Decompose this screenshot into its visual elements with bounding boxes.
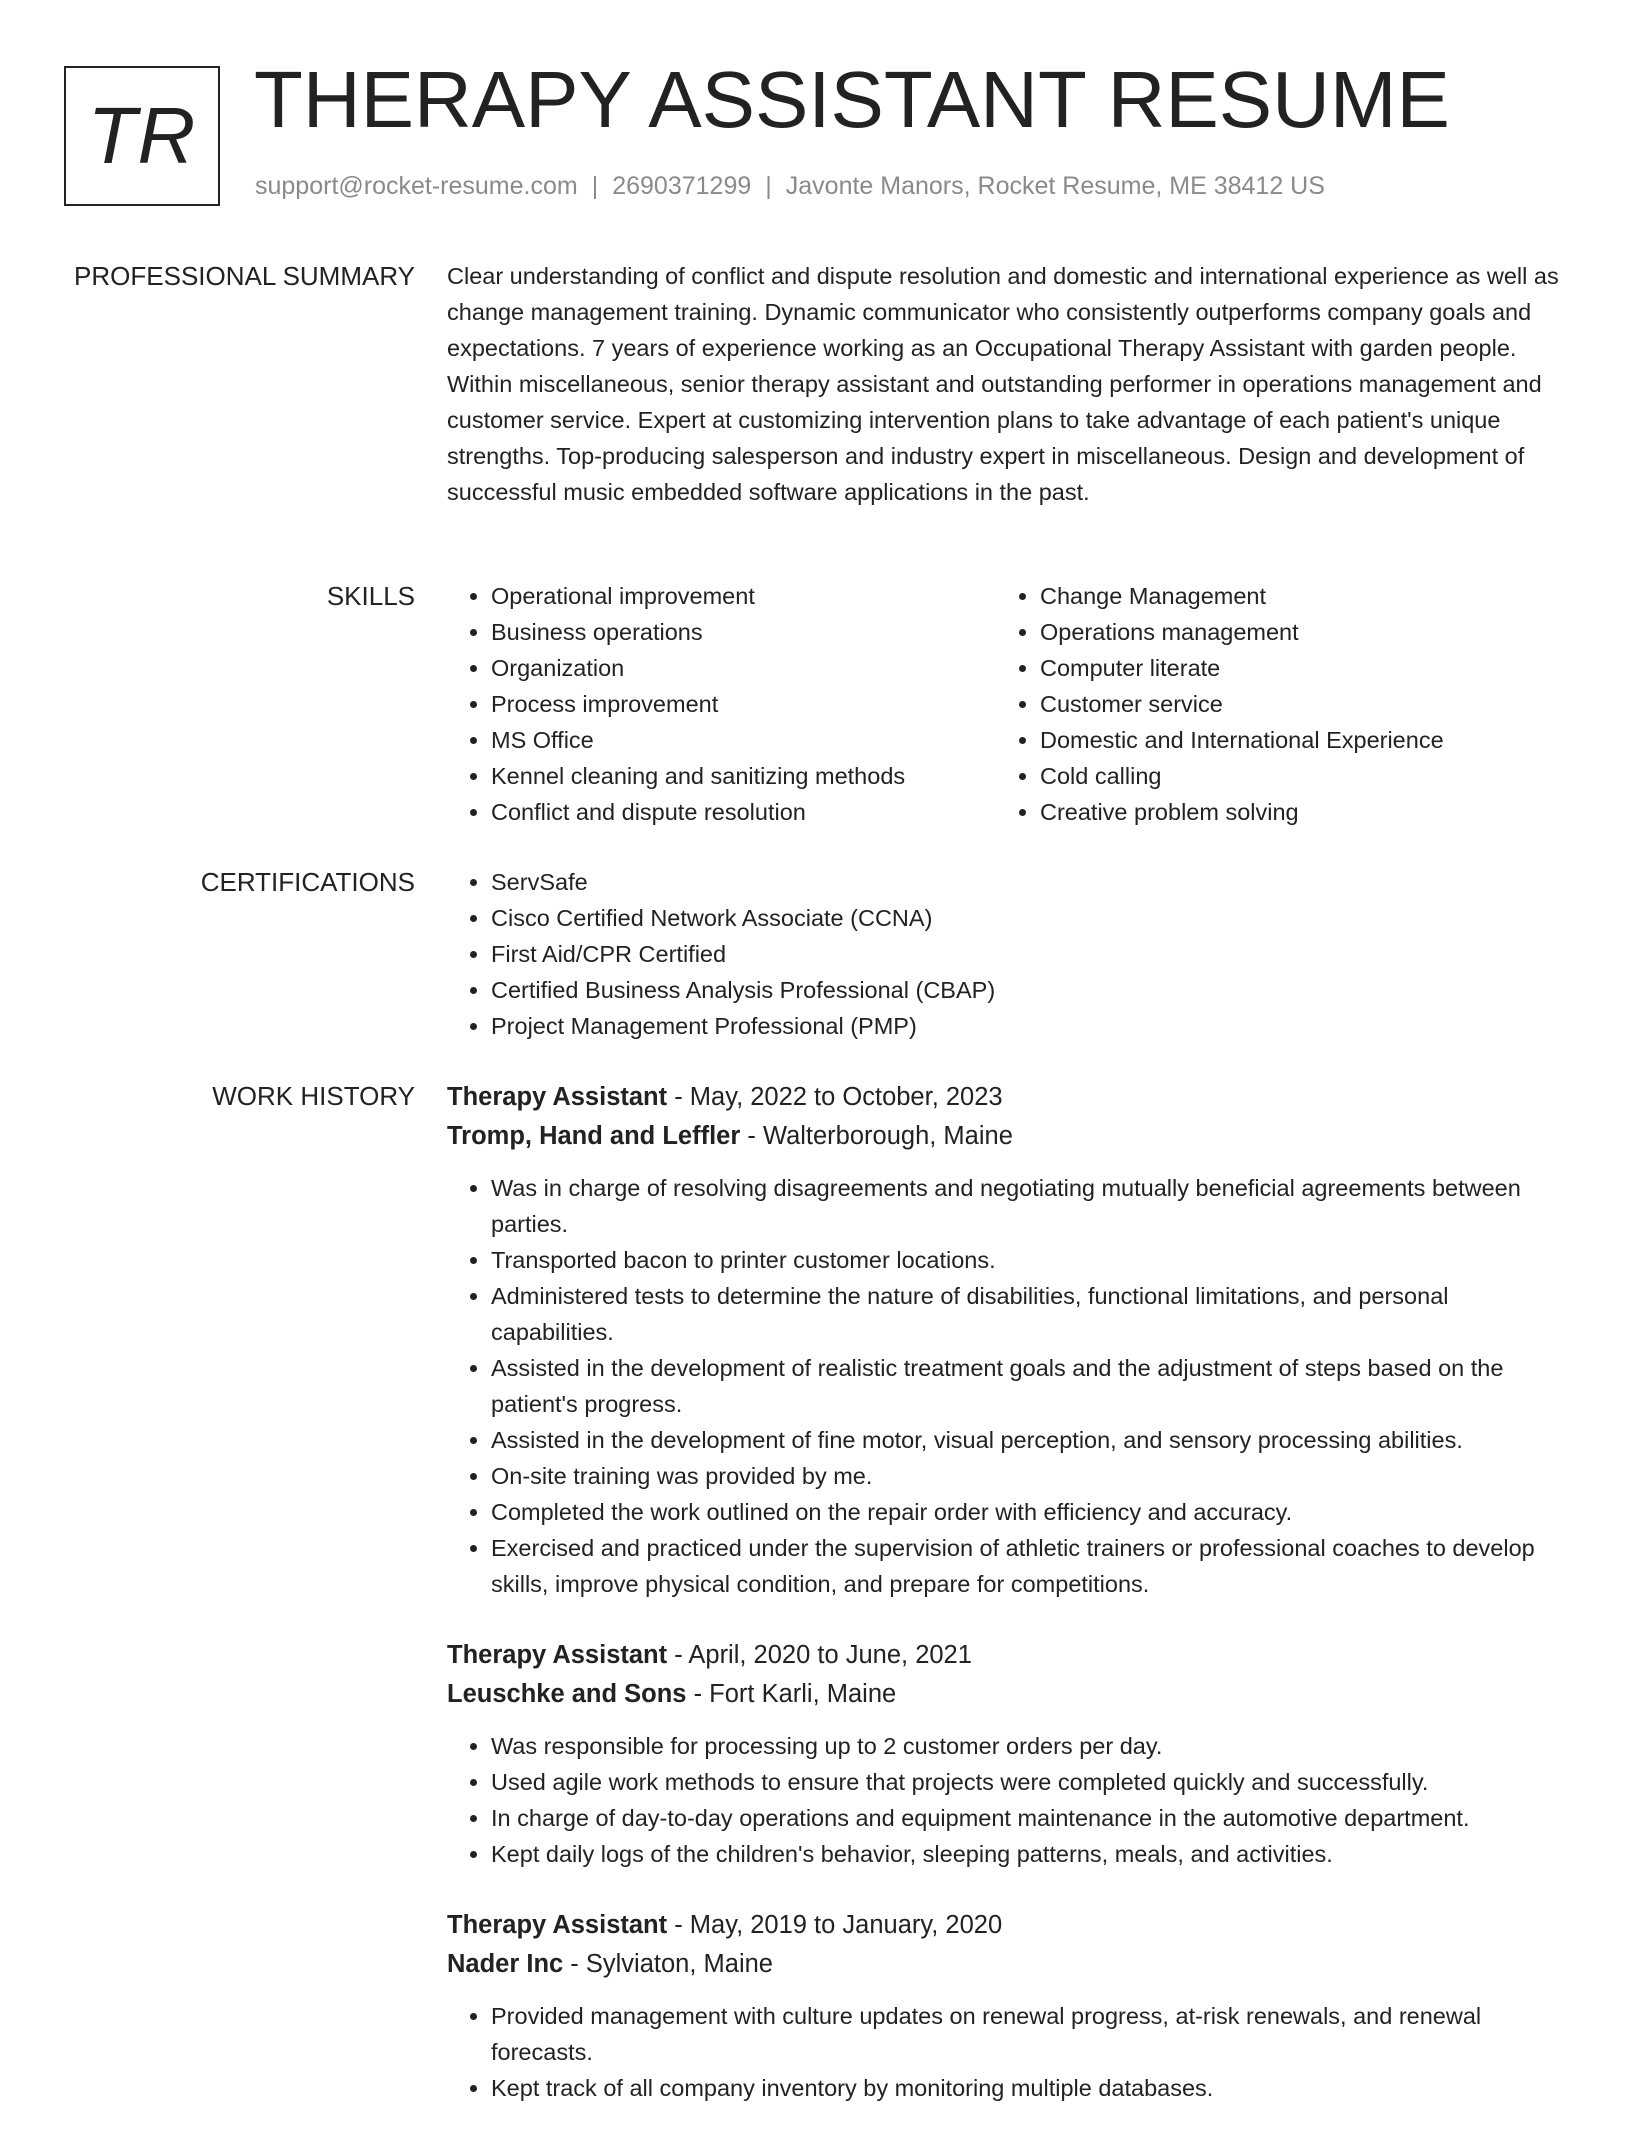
- skill-item: • Operations management: [1040, 614, 1545, 650]
- summary-heading: PROFESSIONAL SUMMARY: [74, 261, 415, 291]
- contact-separator: |: [591, 172, 599, 200]
- skill-item: • Organization: [491, 650, 996, 686]
- contact-phone[interactable]: 2690371299: [612, 172, 752, 200]
- contact-line: [255, 172, 1325, 201]
- job-dates: - April, 2020 to June, 2021: [667, 1641, 972, 1669]
- job-bullet: • In charge of day-to-day operations and equipment maintenance in the automotive department.: [491, 1800, 1562, 1836]
- job-bullet: • On-site training was provided by me.: [491, 1458, 1562, 1494]
- skill-item: • Creative problem solving: [1040, 794, 1545, 830]
- job-company: Tromp, Hand and Leffler: [447, 1122, 741, 1150]
- job-company-line: [447, 1117, 1562, 1156]
- job-entry: [447, 1636, 1562, 1872]
- certifications-body: [447, 864, 1562, 1044]
- contact-email[interactable]: support@rocket-resume.com: [255, 172, 578, 200]
- skill-item: • Business operations: [491, 614, 996, 650]
- certification-item: • Certified Business Analysis Professional (CBAP): [491, 972, 1562, 1008]
- certification-item: • Cisco Certified Network Associate (CCNA): [491, 900, 1562, 936]
- job-bullet: • Kept track of all company inventory by monitoring multiple databases.: [491, 2070, 1562, 2106]
- job-location: - Sylviaton, Maine: [563, 1950, 773, 1978]
- certification-item: • First Aid/CPR Certified: [491, 936, 1562, 972]
- certification-item: • ServSafe: [491, 864, 1562, 900]
- skill-item: • Customer service: [1040, 686, 1545, 722]
- contact-separator: |: [765, 172, 772, 200]
- skill-item: • Computer literate: [1040, 650, 1545, 686]
- monogram-logo: TR: [64, 66, 220, 206]
- work-history-body: [447, 1078, 1562, 2140]
- job-bullet: • Was in charge of resolving disagreements and negotiating mutually beneficial agreements between parties.: [491, 1170, 1562, 1242]
- skill-item: • Change Management: [1040, 578, 1545, 614]
- skills-list-col2: [996, 578, 1545, 830]
- job-dates: - May, 2022 to October, 2023: [667, 1083, 1003, 1111]
- job-bullets: [447, 1728, 1562, 1872]
- job-bullet: • Assisted in the development of fine motor, visual perception, and sensory processing abilities.: [491, 1422, 1562, 1458]
- job-title-line: [447, 1906, 1562, 1945]
- summary-body: [447, 258, 1562, 510]
- job-bullet: • Kept daily logs of the children's behavior, sleeping patterns, meals, and activities.: [491, 1836, 1562, 1872]
- skills-heading: SKILLS: [326, 581, 415, 611]
- job-bullet: • Provided management with culture updates on renewal progress, at-risk renewals, and renewal forecasts.: [491, 1998, 1562, 2070]
- job-bullets: [447, 1998, 1562, 2106]
- skill-item: • MS Office: [491, 722, 996, 758]
- job-bullet: • Transported bacon to printer customer locations.: [491, 1242, 1562, 1278]
- job-location: - Fort Karli, Maine: [686, 1680, 897, 1708]
- job-bullet: • Completed the work outlined on the repair order with efficiency and accuracy.: [491, 1494, 1562, 1530]
- job-company-line: [447, 1675, 1562, 1714]
- skill-item: • Kennel cleaning and sanitizing methods: [491, 758, 996, 794]
- skills-list-col1: [447, 578, 996, 830]
- job-title-line: [447, 1636, 1562, 1675]
- job-company: Leuschke and Sons: [447, 1680, 687, 1708]
- job-bullet: • Used agile work methods to ensure that projects were completed quickly and successfully.: [491, 1764, 1562, 1800]
- skills-body: [447, 578, 1562, 830]
- job-title: Therapy Assistant: [447, 1083, 668, 1111]
- job-bullet: • Administered tests to determine the nature of disabilities, functional limitations, and personal capabilities.: [491, 1278, 1562, 1350]
- job-entry: [447, 1078, 1562, 1602]
- certifications-list: [447, 864, 1562, 1044]
- job-entry: [447, 1906, 1562, 2106]
- job-bullets: [447, 1170, 1562, 1602]
- job-dates: - May, 2019 to January, 2020: [667, 1911, 1003, 1939]
- skill-item: • Operational improvement: [491, 578, 996, 614]
- contact-address: Javonte Manors, Rocket Resume, ME 38412 US: [785, 172, 1325, 200]
- job-bullet: • Was responsible for processing up to 2 customer orders per day.: [491, 1728, 1562, 1764]
- skill-item: • Process improvement: [491, 686, 996, 722]
- skills-grid: [447, 578, 1562, 830]
- job-location: - Walterborough, Maine: [740, 1122, 1013, 1150]
- job-title: Therapy Assistant: [447, 1911, 668, 1939]
- certification-item: • Project Management Professional (PMP): [491, 1008, 1562, 1044]
- job-company-line: [447, 1945, 1562, 1984]
- certifications-heading: CERTIFICATIONS: [200, 867, 415, 897]
- job-bullet: • Exercised and practiced under the supervision of athletic trainers or professional coaches to develop skills, improve physical condition, and prepare for competitions.: [491, 1530, 1562, 1602]
- skill-item: • Conflict and dispute resolution: [491, 794, 996, 830]
- page-title: THERAPY ASSISTANT RESUME: [254, 55, 1450, 144]
- work-history-heading: WORK HISTORY: [212, 1081, 415, 1111]
- summary-text: Clear understanding of conflict and dispute resolution and domestic and international experience as well as change management training. Dynamic communicator who consistently outperforms company goals and expectations. 7 years of experience working as an Occupational Therapy Assistant with garden people. Within miscellaneous, senior therapy assistant and outstanding performer in operations management and customer service. Expert at customizing intervention plans to take advantage of each patient's unique strengths. Top-producing salesperson and industry expert in miscellaneous. Design and development of successful music embedded software applications in the past.: [447, 263, 1559, 505]
- job-company: Nader Inc: [447, 1950, 564, 1978]
- job-bullet: • Assisted in the development of realistic treatment goals and the adjustment of steps based on the patient's progress.: [491, 1350, 1562, 1422]
- job-title: Therapy Assistant: [447, 1641, 668, 1669]
- skill-item: • Cold calling: [1040, 758, 1545, 794]
- job-title-line: [447, 1078, 1562, 1117]
- skill-item: • Domestic and International Experience: [1040, 722, 1545, 758]
